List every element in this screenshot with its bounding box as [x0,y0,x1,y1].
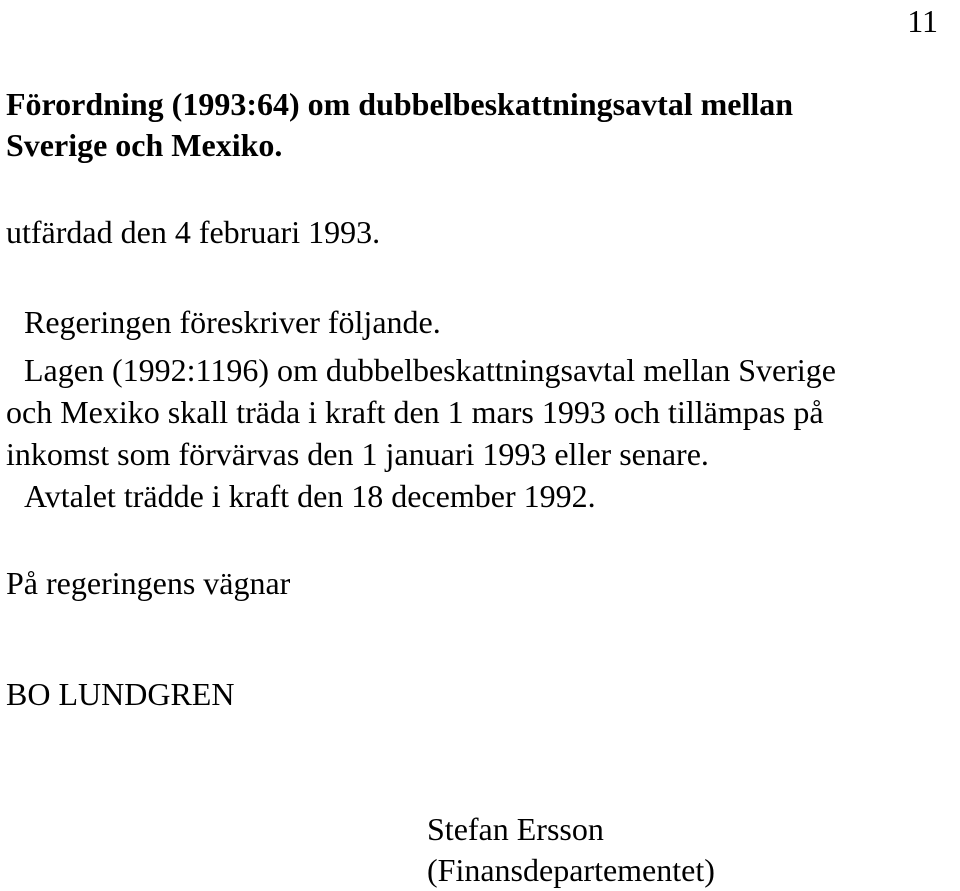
document-title [6,84,793,166]
body-line: och Mexiko skall träda i kraft den 1 mars 1993 och tillämpas på [6,394,824,430]
document-title-line-2: Sverige och Mexiko. [6,127,283,163]
document-title-line-1: Förordning (1993:64) om dubbelbeskattningsavtal mellan [6,86,794,122]
page-number: 11 [907,3,938,39]
intro-statement: Regeringen föreskriver följande. [24,304,441,340]
regulation-body [6,349,836,517]
co-signer [427,809,715,891]
closing-phrase: På regeringens vägnar [6,565,291,601]
body-line: inkomst som förvärvas den 1 januari 1993 eller senare. [6,436,709,472]
signer-name: BO LUNDGREN [6,676,235,712]
co-signer-department: (Finansdepartementet) [427,852,715,888]
issue-date: utfärdad den 4 februari 1993. [6,214,381,250]
body-line: Avtalet trädde i kraft den 18 december 1992. [24,478,596,514]
co-signer-name: Stefan Ersson [427,811,604,847]
body-line: Lagen (1992:1196) om dubbelbeskattningsavtal mellan Sverige [24,352,836,388]
